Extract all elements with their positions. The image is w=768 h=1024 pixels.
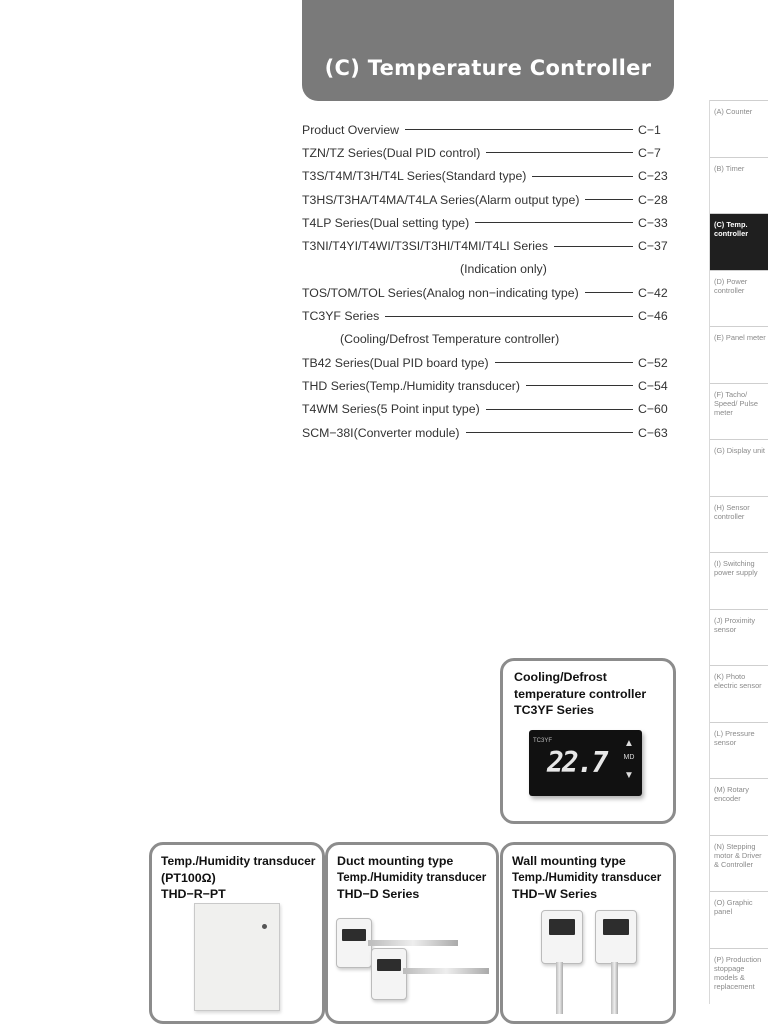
toc-page-number: C−42 bbox=[638, 285, 668, 300]
toc-entry[interactable] bbox=[302, 351, 674, 374]
toc-leader-line bbox=[554, 246, 633, 247]
section-tab[interactable]: (I) Switching power supply bbox=[710, 552, 768, 609]
card-line: Duct mounting type bbox=[337, 854, 454, 868]
section-tab[interactable]: (B) Timer bbox=[710, 157, 768, 214]
down-arrow-icon: ▼ bbox=[624, 770, 634, 781]
toc-entry[interactable] bbox=[302, 211, 674, 234]
toc-page-number: C−23 bbox=[638, 169, 668, 184]
mode-button-icon: MD bbox=[623, 754, 635, 761]
toc-label: TZN/TZ Series(Dual PID control) bbox=[302, 145, 481, 160]
card-line: Wall mounting type bbox=[512, 854, 626, 868]
toc-label: Product Overview bbox=[302, 122, 400, 137]
section-tab[interactable]: (P) Production stoppage models & replacement bbox=[710, 948, 768, 1005]
section-tabs bbox=[709, 100, 768, 1004]
toc-page-number: C−37 bbox=[638, 239, 668, 254]
toc-label: THD Series(Temp./Humidity transducer) bbox=[302, 378, 520, 393]
toc-entry[interactable] bbox=[302, 281, 674, 304]
section-tab[interactable]: (F) Tacho/ Speed/ Pulse meter bbox=[710, 383, 768, 440]
thd-w-image-1 bbox=[541, 910, 583, 964]
probe bbox=[556, 962, 563, 1014]
probe bbox=[403, 968, 489, 974]
section-tab[interactable]: (J) Proximity sensor bbox=[710, 609, 768, 666]
toc-entry[interactable] bbox=[302, 421, 674, 444]
toc-entry[interactable] bbox=[302, 141, 674, 164]
toc-entry[interactable] bbox=[302, 234, 674, 257]
card-line: THD−W Series bbox=[512, 887, 598, 901]
thd-d-image-2 bbox=[371, 948, 407, 1000]
toc-label: SCM−38I(Converter module) bbox=[302, 425, 460, 440]
toc-label: TOS/TOM/TOL Series(Analog non−indicating type) bbox=[302, 285, 579, 300]
card-line: temperature controller bbox=[514, 686, 647, 701]
device-screen bbox=[377, 959, 401, 971]
device-screen bbox=[549, 919, 575, 935]
toc-entry[interactable] bbox=[302, 165, 674, 188]
section-tab[interactable]: (A) Counter bbox=[710, 100, 768, 157]
toc-label: T3HS/T3HA/T4MA/T4LA Series(Alarm output type) bbox=[302, 192, 580, 207]
toc-page-number: C−1 bbox=[638, 122, 661, 137]
card-line: THD−R−PT bbox=[161, 887, 226, 901]
section-tab[interactable]: (K) Photo electric sensor bbox=[710, 665, 768, 722]
chapter-header bbox=[302, 0, 674, 101]
toc-leader-line bbox=[526, 385, 633, 386]
section-tab[interactable]: (C) Temp. controller bbox=[710, 213, 768, 270]
toc-entry[interactable] bbox=[302, 304, 674, 327]
toc-leader-line bbox=[585, 199, 633, 200]
toc-page-number: C−28 bbox=[638, 192, 668, 207]
toc-label: T4WM Series(5 Point input type) bbox=[302, 402, 480, 417]
section-tab[interactable]: (M) Rotary encoder bbox=[710, 778, 768, 835]
toc-page-number: C−33 bbox=[638, 215, 668, 230]
section-tab[interactable]: (L) Pressure sensor bbox=[710, 722, 768, 779]
toc-label: TB42 Series(Dual PID board type) bbox=[302, 355, 489, 370]
card-line: Temp./Humidity transducer bbox=[512, 870, 662, 884]
product-card-thd-w bbox=[500, 842, 676, 1024]
toc-page-number: C−7 bbox=[638, 145, 661, 160]
card-line: Temp./Humidity transducer bbox=[161, 854, 316, 868]
toc-page-number: C−60 bbox=[638, 402, 668, 417]
toc-label: T3S/T4M/T3H/T4L Series(Standard type) bbox=[302, 169, 527, 184]
device-screen bbox=[342, 929, 366, 941]
thd-r-pt-image bbox=[194, 903, 280, 1011]
toc-entry[interactable] bbox=[302, 398, 674, 421]
toc-label: T4LP Series(Dual setting type) bbox=[302, 215, 470, 230]
controller-brand-label: TC3YF bbox=[533, 738, 553, 744]
toc-label: TC3YF Series bbox=[302, 309, 380, 324]
section-tab[interactable]: (H) Sensor controller bbox=[710, 496, 768, 553]
toc-entry[interactable] bbox=[302, 118, 674, 141]
up-arrow-icon: ▲ bbox=[624, 738, 634, 749]
section-tab[interactable]: (G) Display unit bbox=[710, 439, 768, 496]
card-line: (PT100Ω) bbox=[161, 870, 216, 885]
controller-display: 22.7 bbox=[547, 746, 607, 779]
toc-subtitle: (Indication only) bbox=[460, 262, 547, 277]
toc-leader-line bbox=[385, 316, 633, 317]
toc-label: T3NI/T4YI/T4WI/T3SI/T3HI/T4MI/T4LI Series bbox=[302, 239, 548, 254]
thd-d-image-1 bbox=[336, 918, 372, 968]
toc-leader-line bbox=[405, 129, 633, 130]
toc-leader-line bbox=[486, 409, 633, 410]
toc-subtitle: (Cooling/Defrost Temperature controller) bbox=[340, 332, 560, 347]
section-tab[interactable]: (E) Panel meter bbox=[710, 326, 768, 383]
table-of-contents bbox=[302, 118, 674, 444]
indicator-dot bbox=[262, 924, 267, 929]
toc-leader-line bbox=[585, 292, 633, 293]
toc-leader-line bbox=[466, 432, 633, 433]
card-line: Cooling/Defrost bbox=[514, 670, 607, 684]
chapter-title: (C) Temperature Controller bbox=[324, 56, 652, 80]
probe bbox=[611, 962, 618, 1014]
toc-entry[interactable] bbox=[302, 188, 674, 211]
thd-w-image-2 bbox=[595, 910, 637, 964]
card-line: Temp./Humidity transducer bbox=[337, 870, 487, 884]
toc-leader-line bbox=[475, 222, 633, 223]
toc-page-number: C−46 bbox=[638, 309, 668, 324]
toc-page-number: C−54 bbox=[638, 378, 668, 393]
device-screen bbox=[603, 919, 629, 935]
toc-leader-line bbox=[495, 362, 633, 363]
toc-leader-line bbox=[532, 176, 633, 177]
section-tab[interactable]: (D) Power controller bbox=[710, 270, 768, 327]
card-line: THD−D Series bbox=[337, 887, 420, 901]
section-tab[interactable]: (N) Stepping motor & Driver & Controller bbox=[710, 835, 768, 892]
card-line: TC3YF Series bbox=[514, 703, 594, 717]
probe bbox=[368, 940, 458, 946]
toc-leader-line bbox=[486, 152, 633, 153]
tc3yf-controller-image bbox=[529, 730, 642, 796]
toc-page-number: C−63 bbox=[638, 425, 668, 440]
toc-entry[interactable] bbox=[302, 374, 674, 397]
section-tab[interactable]: (O) Graphic panel bbox=[710, 891, 768, 948]
toc-page-number: C−52 bbox=[638, 355, 668, 370]
